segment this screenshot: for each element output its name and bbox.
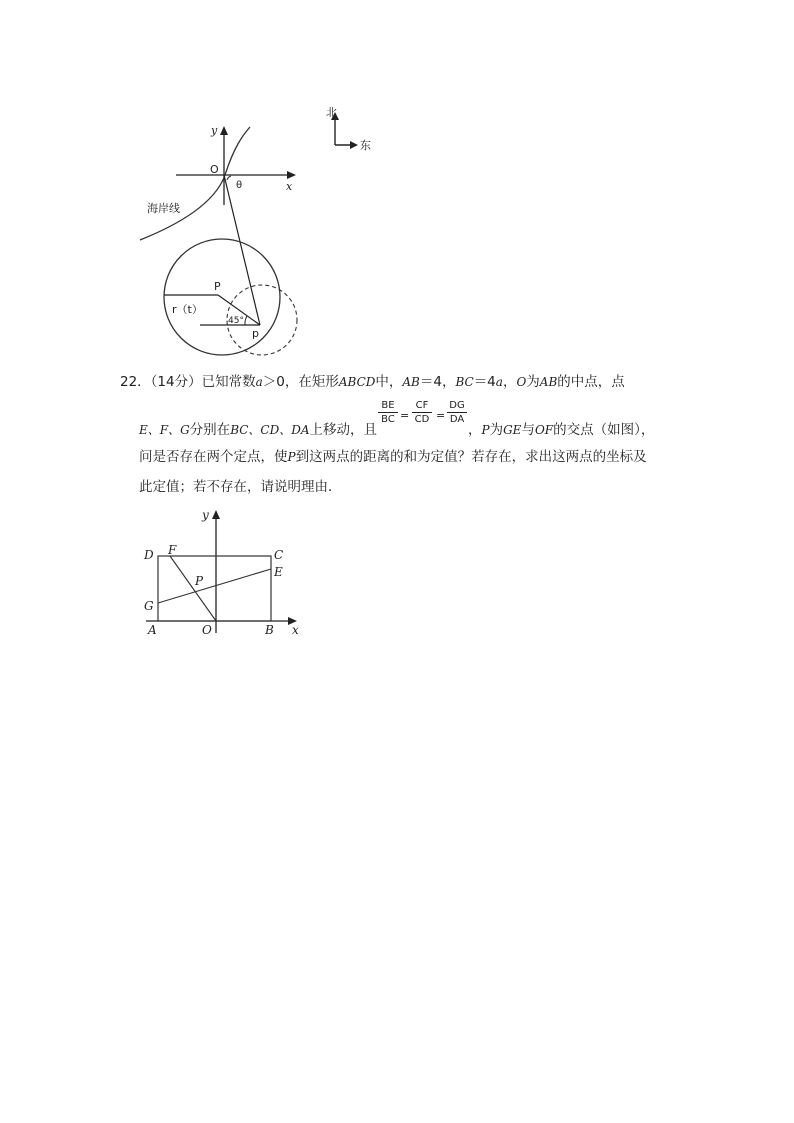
text-segment: 上移动，且 — [309, 422, 378, 438]
var-p: P — [481, 423, 490, 437]
point-o-label: O — [202, 623, 212, 637]
text-segment: 到这两点的距离的和为定值？若存在，求出这两点的坐标及 — [295, 449, 647, 465]
text-segment: 为 — [526, 374, 540, 390]
equals-sign: = — [400, 409, 410, 422]
point-p-lower-label: p — [252, 327, 259, 340]
text-segment: 问是否存在两个定点，使 — [139, 449, 288, 465]
line-ge — [158, 569, 271, 603]
text-segment: 为 — [489, 422, 504, 438]
big-circle — [164, 239, 280, 355]
rectangle-abcd — [158, 556, 271, 621]
text-segment: ， — [468, 422, 482, 438]
point-e-label: E — [274, 565, 283, 579]
problem-line-1 — [120, 372, 625, 392]
compass-north-label: 北 — [326, 106, 337, 119]
problem-line-2a — [139, 420, 377, 440]
problem-line-3 — [139, 447, 647, 467]
fraction-denominator: CD — [414, 414, 430, 425]
equals-sign: = — [436, 409, 446, 422]
text-segment: 中， — [375, 374, 403, 390]
text-segment: 的交点（如图）， — [553, 422, 655, 438]
text-segment: ＝4 — [473, 374, 496, 390]
point-d-label: D — [144, 548, 154, 562]
point-p-label: P — [195, 574, 204, 588]
var-ab: AB — [539, 375, 558, 389]
fraction-numerator: DG — [447, 400, 467, 413]
text-segment: ， — [502, 374, 517, 390]
point-p-upper-label: P — [214, 280, 221, 293]
vars-sides: BC、CD、DA — [230, 423, 310, 437]
fraction-numerator: CF — [412, 400, 432, 413]
x-axis-label: x — [286, 180, 293, 193]
point-g-label: G — [144, 599, 154, 613]
point-f-label: F — [168, 543, 177, 557]
coastline-label: 海岸线 — [147, 202, 180, 215]
coastline-figure — [130, 100, 390, 365]
point-b-label: B — [265, 623, 274, 637]
problem-line-2b — [468, 420, 654, 440]
var-ge: GE — [503, 423, 522, 437]
text-segment: 已知常数 — [201, 374, 256, 390]
var-rect: ABCD — [338, 375, 376, 389]
point-a-label: A — [148, 623, 157, 637]
y-axis-label: y — [211, 124, 218, 137]
fraction-be-bc — [378, 400, 398, 425]
text-segment: 分别在 — [189, 422, 231, 438]
text-segment: ＝4， — [419, 374, 456, 390]
text-segment: 与 — [521, 422, 535, 438]
y-axis-label: y — [202, 508, 209, 522]
fraction-denominator: DA — [449, 414, 465, 425]
coastline-curve — [140, 127, 250, 240]
fraction-cf-cd — [412, 400, 432, 425]
origin-label: O — [210, 163, 219, 176]
var-a: a — [495, 375, 503, 389]
text-segment: ＞0，在矩形 — [262, 374, 339, 390]
compass-east-label: 东 — [360, 139, 371, 152]
var-p: P — [287, 450, 296, 464]
var-bc: BC — [455, 375, 474, 389]
var-o: O — [516, 375, 527, 389]
angle-theta-label: θ — [236, 180, 243, 191]
var-a: a — [255, 375, 263, 389]
line-of — [170, 556, 216, 621]
angle-45-label: 45° — [228, 316, 244, 326]
problem-line-4: 此定值；若不存在，请说明理由． — [139, 479, 342, 495]
point-c-label: C — [274, 548, 284, 562]
problem-number: 22．（14分） — [120, 374, 202, 390]
fraction-numerator: BE — [378, 400, 398, 413]
rectangle-figure — [138, 503, 308, 643]
fraction-denominator: BC — [381, 414, 395, 425]
text-segment: 的中点，点 — [557, 374, 625, 390]
var-ab: AB — [402, 375, 420, 389]
fraction-dg-da — [447, 400, 467, 425]
var-of: OF — [534, 423, 554, 437]
x-axis-label: x — [292, 623, 299, 637]
radius-label: r（t） — [172, 303, 203, 316]
vars-efg: E、F、G — [139, 423, 190, 437]
